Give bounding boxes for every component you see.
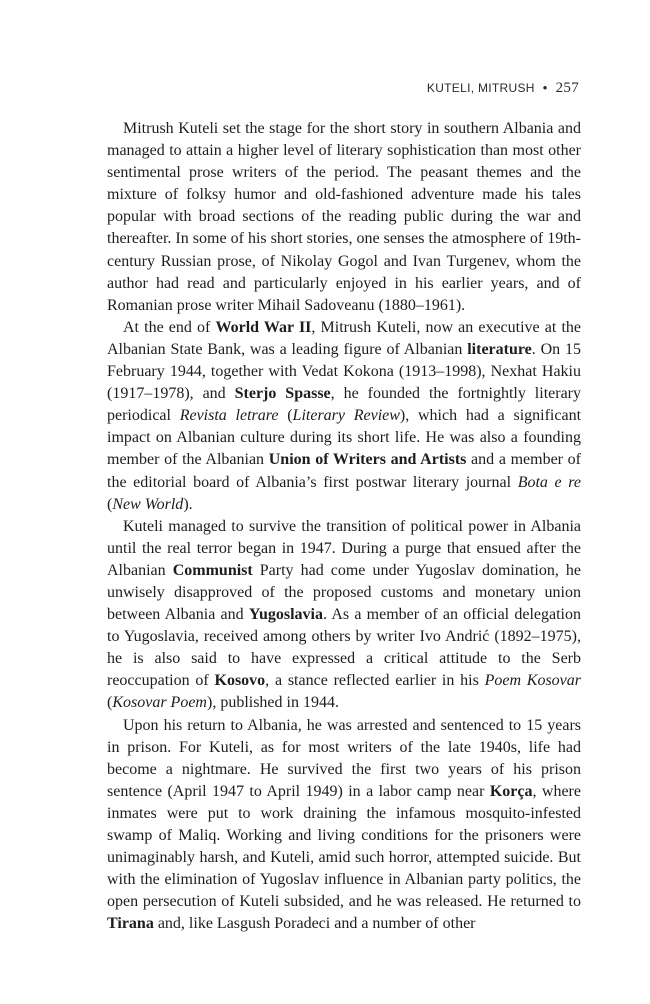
bold-term: literature (467, 340, 532, 358)
paragraph (107, 118, 581, 317)
text-run: . On 15 February 1944, together with Vedat Kokona (1913–1998), Nexhat Hakiu (1917–1978), and (107, 340, 581, 403)
text-run: ). (183, 495, 193, 513)
running-head (427, 80, 579, 97)
italic-title: Poem Kosovar (484, 672, 582, 690)
page-number: 257 (555, 80, 579, 96)
bold-term: Union of Writers and Artists (268, 451, 467, 469)
bold-term: Yugoslavia (248, 606, 323, 624)
paragraph (107, 317, 581, 516)
text-run: and a member of the editorial board of Albania’s first postwar literary journal (107, 451, 582, 491)
italic-title: Literary Review (292, 407, 400, 425)
bold-term: Communist (172, 561, 253, 579)
text-run: . As a member of an official delegation to Yugoslavia, received among others by writer Ivo Andrić (1892–1975), he is also said to have expressed a critical attitude to the Serb reoccupation of (107, 606, 582, 690)
text-run: At the end of (123, 318, 216, 336)
text-run: ( (278, 407, 293, 425)
text-run: Kuteli managed to survive the transition of political power in Albania until the real terror began in 1947. During a purge that ensued after the Albanian (107, 517, 581, 579)
article-body (107, 118, 581, 935)
text-run: , where inmates were put to work draining the infamous mosquito-infested swamp of Maliq. Working and living conditions for the prisoners were unimaginably harsh, and Kuteli, amid such horror, attempted suicide. But with the elimination of Yugoslav influence in Albanian party politics, the open persecution of Kuteli subsided, and he was released. He returned to (107, 782, 581, 911)
running-title: KUTELI, MITRUSH (426, 81, 535, 95)
text-run: and, like Lasgush Poradeci and a number of other (153, 915, 476, 933)
italic-title: Bota e re (517, 473, 582, 491)
italic-title: New World (112, 495, 184, 513)
text-run: Party had come under Yugoslav domination, he unwisely disapproved of the proposed customs and monetary union between Albania and (107, 561, 581, 624)
bold-term: Tirana (107, 915, 154, 933)
text-run: ( (107, 495, 113, 513)
italic-title: Kosovar Poem (112, 694, 207, 712)
text-run: , he founded the fortnightly literary periodical (107, 385, 581, 425)
bold-term: Kosovo (214, 672, 266, 690)
text-run: , a stance reflected earlier in his (265, 672, 485, 690)
paragraph (107, 715, 581, 936)
bullet-separator: • (542, 80, 548, 95)
text-run: Upon his return to Albania, he was arrested and sentenced to 15 years in prison. For Kuteli, as for most writers of the late 1940s, life had become a nightmare. He survived the first two years of his prison sentence (April 1947 to April 1949) in a labor camp near (107, 716, 581, 800)
bold-term: Korça (489, 782, 533, 800)
paragraph (107, 516, 581, 715)
text-run: Mitrush Kuteli set the stage for the short story in southern Albania and managed to attain a higher level of literary sophistication than most other sentimental prose writers of the period. The peasant themes and the mixture of folksy humor and old-fashioned adventure made his tales popular with broad sections of the reading public during the war and thereafter. In some of his short stories, one senses the atmosphere of 19th-century Russian prose, of Nikolay Gogol and Ivan Turgenev, whom the author had read and particularly enjoyed in his earlier years, and of Romanian prose writer Mihail Sadoveanu (1880–1961). (107, 120, 581, 314)
italic-title: Revista letrare (179, 407, 279, 425)
text-run: ( (107, 694, 113, 712)
text-run: , Mitrush Kuteli, now an executive at the Albanian State Bank, was a leading figure of Albanian (107, 318, 582, 358)
bold-term: World War II (215, 318, 312, 336)
text-run: ), which had a significant impact on Albanian culture during its short life. He was also a founding member of the Albanian (107, 407, 582, 469)
text-run: ), published in 1944. (206, 694, 339, 712)
bold-term: Sterjo Spasse (234, 385, 331, 403)
